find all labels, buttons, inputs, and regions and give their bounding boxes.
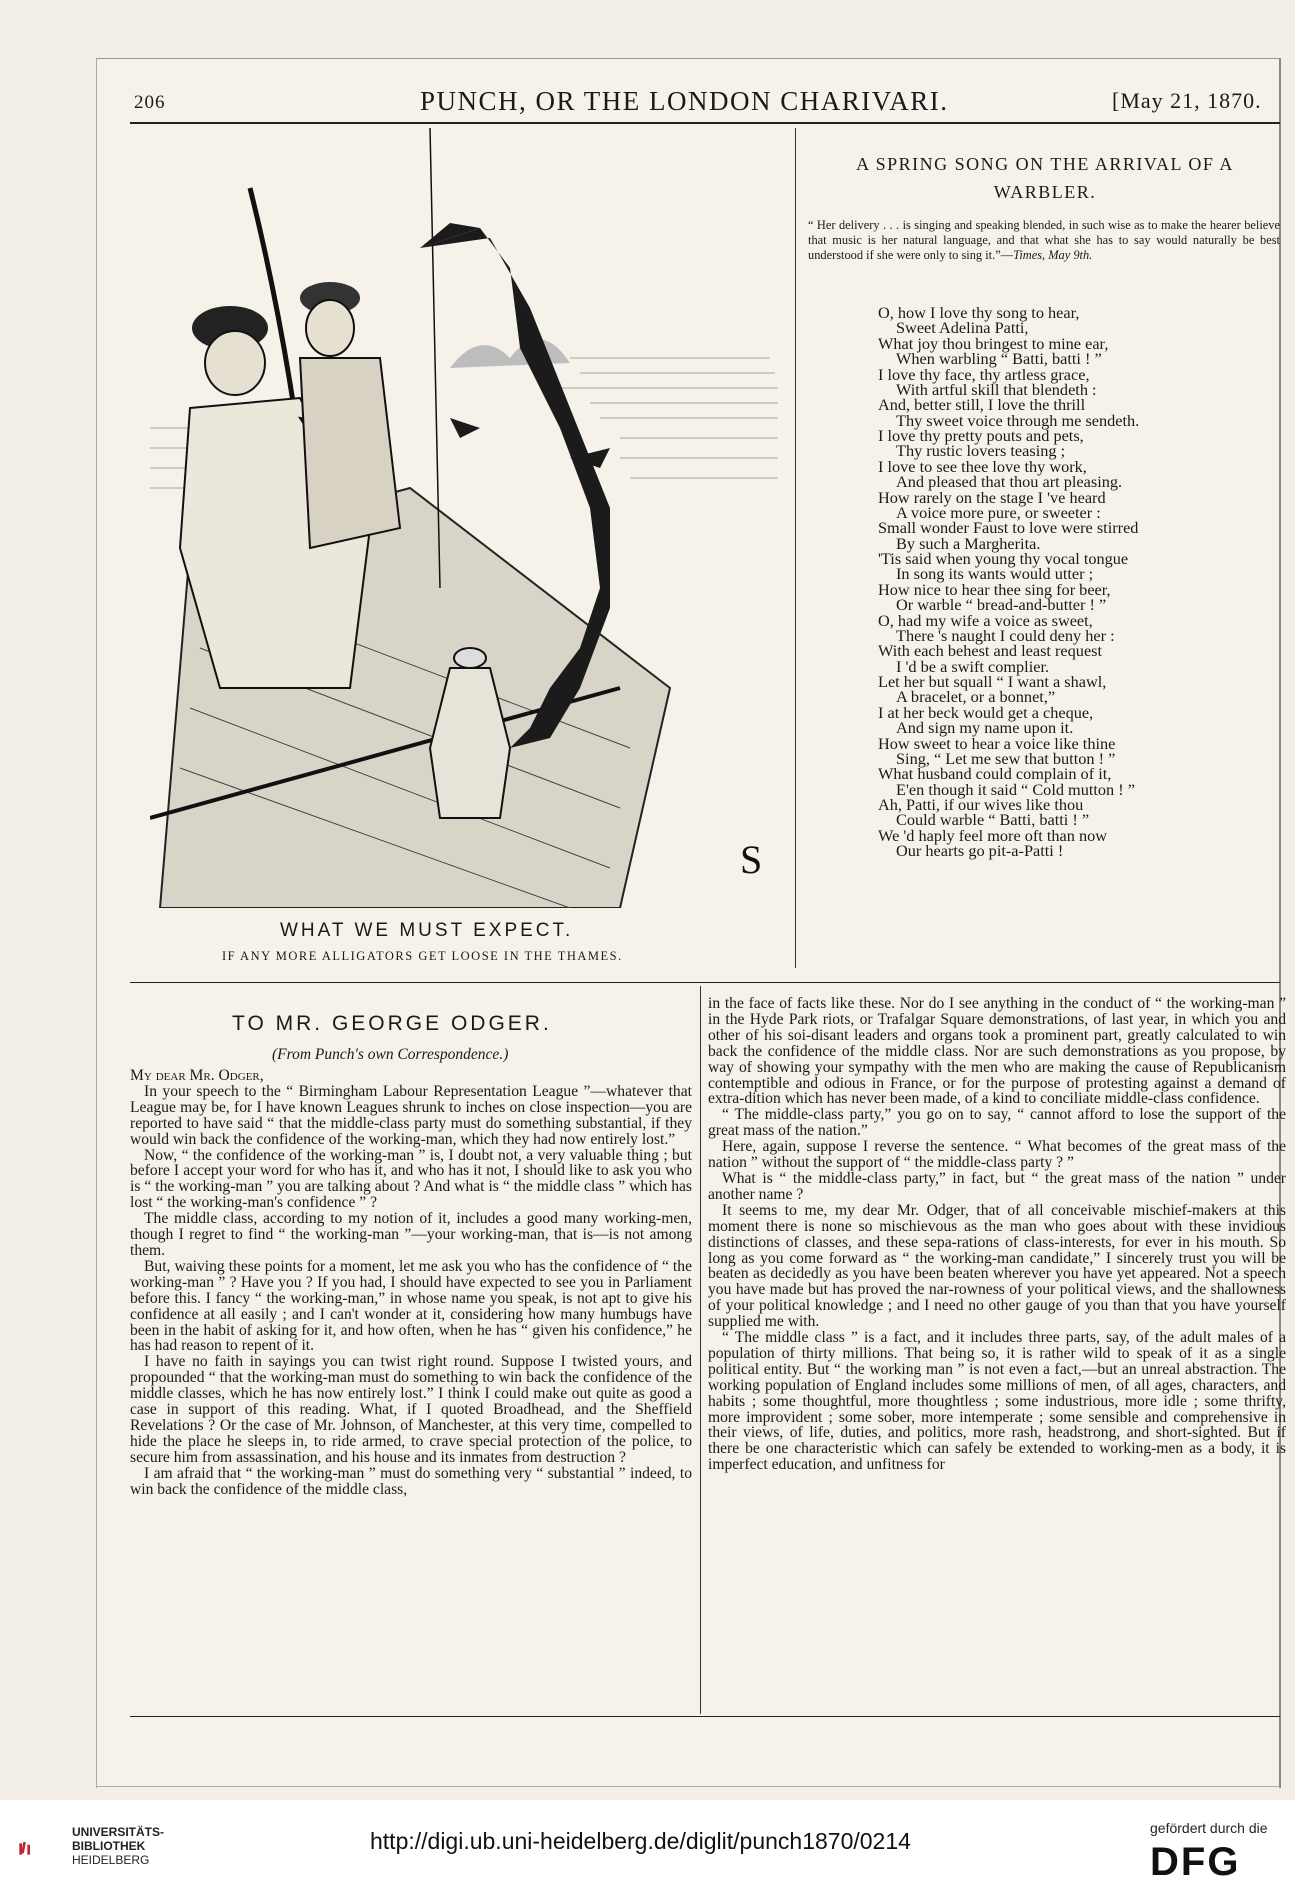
poem-line: With artful skill that blendeth : <box>896 379 1097 399</box>
poem-line: Let her but squall “ I want a shawl, <box>878 672 1107 691</box>
article-column-left <box>130 1068 692 1497</box>
article-paragraph: in the face of facts like these. Nor do I see anything in the conduct of “ the working-man ” in the Hyde Park riots, or Trafalgar Square demonstrations, of last year, in which you and other of his soi-disant leaders and organs took a prominent part, greatly calculated to win back the confidence of the middle class. Nor are such demonstrations as you propose, by way of showing your sympathy with the men who are making the cause of Republicanism contemptible and odious in France, or for the purpose of protesting against a demand of extra-dition which has never been made, of a kind to conciliate middle-class confidence. <box>708 995 1286 1108</box>
page-edge-left <box>96 58 97 1788</box>
poem-line: Our hearts go pit-a-Patti ! <box>896 841 1064 861</box>
page-number: 206 <box>134 92 166 113</box>
poem-line: A bracelet, or a bonnet,” <box>896 687 1056 707</box>
article-paragraph: “ The middle-class party,” you go on to say, “ cannot afford to lose the support of the great mass of the nation.” <box>708 1106 1286 1140</box>
poem-line: We 'd haply feel more oft than now <box>878 825 1108 845</box>
poem-line: Could warble “ Batti, batti ! ” <box>896 810 1090 830</box>
poem-line: O, had my wife a voice as sweet, <box>878 610 1093 630</box>
poem-line: A voice more pure, or sweeter : <box>896 502 1101 522</box>
upper-column-divider <box>795 128 796 968</box>
library-name-line-3: HEIDELBERG <box>72 1853 150 1867</box>
poem-line: When warbling “ Batti, batti ! ” <box>896 349 1102 369</box>
poem-line: By such a Margherita. <box>896 533 1041 553</box>
dfg-logo: DFG <box>1150 1840 1241 1884</box>
funding-note: gefördert durch die <box>1150 1820 1268 1836</box>
library-name-line-1: UNIVERSITÄTS- <box>72 1825 165 1839</box>
article-salutation: My dear Mr. Odger, <box>130 1067 264 1084</box>
cartoon-illustration <box>150 128 780 908</box>
poem-line: Sing, “ Let me sew that button ! ” <box>896 748 1116 768</box>
magazine-title: PUNCH, OR THE LONDON CHARIVARI. <box>420 86 949 116</box>
article-paragraph: Now, “ the confidence of the working-man ” is, I doubt not, a very valuable thing ; but before I accept your word for who has it, and who has it not, I should like to ask you who is “ the working-man ” you are talking about ? And what is “ the middle class ” which has lost “ the working-man's confidence ” ? <box>130 1146 692 1212</box>
article-paragraph: What is “ the middle-class party,” in fact, but “ the great mass of the nation ” under another name ? <box>708 1169 1286 1203</box>
poem-line: I love to see thee love thy work, <box>878 456 1087 476</box>
poem-line: And, better still, I love the thrill <box>878 395 1086 415</box>
poem-line: E'en though it said “ Cold mutton ! ” <box>896 779 1135 799</box>
poem-line: How sweet to hear a voice like thine <box>878 733 1116 753</box>
poem-line: I at her beck would get a cheque, <box>878 702 1094 722</box>
poem-line: Or warble “ bread-and-butter ! ” <box>896 595 1107 615</box>
lower-column-divider <box>700 986 701 1714</box>
artist-monogram: S <box>740 837 763 882</box>
page-edge-bottom <box>96 1786 1280 1787</box>
page-edge-right <box>1279 58 1281 1788</box>
poem-line: Thy sweet voice through me sendeth. <box>896 410 1140 430</box>
poem-line: There 's naught I could deny her : <box>896 625 1115 645</box>
poem-line: And sign my name upon it. <box>896 718 1074 738</box>
song-poem <box>878 305 1278 859</box>
article-column-right <box>708 996 1286 1473</box>
article-paragraph: The middle class, according to my notion of it, includes a good many working-men, though I regret to find “ the working-man ”—your working-man, that is—is not among them. <box>130 1210 692 1259</box>
epigraph-text: “ Her delivery . . . is singing and speaking blended, in such wise as to make the hearer believe that music is her natural language, and that what she has to say would naturally be best understood if she were only to sing it.”— <box>808 218 1280 262</box>
article-paragraph: “ The middle class ” is a fact, and it includes three parts, say, of the adult males of a population of thirty millions. That being so, it is rather wild to speak of it as a single political entity. But “ the working man ” is not even a fact,—but an unreal abstraction. The working population of England includes some millions of men, of all ages, characters, and habits ; some thoughtful, more thoughtless ; some industrious, more idle ; some thrifty, more improvident ; some sober, more intemperate ; some sensible and comprehensive in their views, of life, duties, and politics, more rash, headstrong, and short-sighted. But if there be one characteristic which can safely be extended to working-men as a body, it is imperfect education, and unfitness for <box>708 1329 1286 1474</box>
article-paragraph: It seems to me, my dear Mr. Odger, that of all conceivable mischief-makers at this moment there is none so mischievous as the man who goes about with these invidious distinctions of classes, and these sepa-rations of class-interests, for ever in his mouth. So long as you come forward as “ the working-man candidate,” I sincerely trust you will be beaten as decidedly as you have been beaten wherever you have yet appeared. Not a speech you have made but has proved the nar-rowness of your political views, and the shallowness of your political knowledge ; and I need no other gauge of you than that you have yourself supplied me with. <box>708 1201 1286 1331</box>
poem-line: With each behest and least request <box>878 641 1103 661</box>
poem-line: Sweet Adelina Patti, <box>896 318 1029 338</box>
poem-line: What husband could complain of it, <box>878 764 1112 784</box>
poem-line: How nice to hear thee sing for beer, <box>878 579 1111 599</box>
article-subtitle: (From Punch's own Correspondence.) <box>272 1046 509 1063</box>
epigraph-source: Times, May 9th. <box>1013 248 1093 262</box>
issue-date: [May 21, 1870. <box>1112 88 1262 113</box>
article-title: TO MR. GEORGE ODGER. <box>232 1012 552 1035</box>
poem-line: 'Tis said when young thy vocal tongue <box>878 549 1129 568</box>
poem-line: Small wonder Faust to love were stirred <box>878 518 1139 538</box>
cartoon-caption: WHAT WE MUST EXPECT. <box>280 920 574 941</box>
poem-line: In song its wants would utter ; <box>896 564 1094 584</box>
poem-line: What joy thou bringest to mine ear, <box>878 333 1109 353</box>
poem-line: O, how I love thy song to hear, <box>878 303 1080 322</box>
page-edge-top <box>96 58 1280 59</box>
header-rule <box>130 122 1280 124</box>
poem-line: Ah, Patti, if our wives like thou <box>878 795 1084 814</box>
poem-line: I love thy pretty pouts and pets, <box>878 426 1084 445</box>
article-paragraph: In your speech to the “ Birmingham Labour Representation League ”—whatever that League may be, for I have known Leagues shrunk to inches on close inspection—you are reported to have said “ that the middle-class party must do something substantial, if they would win back the confidence of the working-man, which they had now entirely lost.” <box>130 1082 692 1148</box>
poem-line: And pleased that thou art pleasing. <box>896 472 1123 492</box>
poem-line: How rarely on the stage I 've heard <box>878 487 1106 507</box>
library-name <box>72 1825 164 1867</box>
permalink-url[interactable]: http://digi.ub.uni-heidelberg.de/diglit/punch1870/0214 <box>370 1828 911 1854</box>
article-paragraph: I am afraid that “ the working-man ” must do something very “ substantial ” indeed, to win back the confidence of the middle class, <box>130 1464 692 1498</box>
song-title-line-1: A SPRING SONG ON THE ARRIVAL OF A <box>856 154 1234 174</box>
poem-line: I 'd be a swift complier. <box>896 656 1050 676</box>
library-name-line-2: BIBLIOTHEK <box>72 1839 146 1853</box>
section-rule <box>130 982 1280 983</box>
song-title-line-2: WARBLER. <box>993 182 1097 202</box>
song-epigraph <box>808 218 1280 263</box>
article-bottom-rule <box>130 1716 1280 1717</box>
cartoon-subcaption: IF ANY MORE ALLIGATORS GET LOOSE IN THE THAMES. <box>222 949 623 963</box>
library-logo-icon <box>18 1826 68 1872</box>
song-title <box>810 150 1280 206</box>
poem-line: I love thy face, thy artless grace, <box>878 364 1090 384</box>
article-paragraph: I have no faith in sayings you can twist right round. Suppose I twisted yours, and propounded “ that the working-man must do something to win back the confidence of the middle classes, which he has now entirely lost.” I think I could make out quite as good a case in support of this reading. What, if I quoted Broadhead, and the Sheffield Revelations ? Or the case of Mr. Johnson, of Manchester, at this very time, compelled to hide the place he sleeps in, to ride armed, to crave special protection of the police, to secure him from assassination, and his house and its inmates from destruction ? <box>130 1353 692 1466</box>
poem-line: Thy rustic lovers teasing ; <box>896 441 1066 461</box>
article-paragraph: But, waiving these points for a moment, let me ask you who has the confidence of “ the working-man ” ? Have you ? If you had, I should have expected to see you in Parliament before this. I fancy “ the working-man,” in whose name you speak, is not apt to give his confidence at all easily ; and I can't wonder at it, considering how many humbugs have been in the habit of asking for it, and how often, when he has “ given his confidence,” he has had reason to repent of it. <box>130 1257 692 1355</box>
article-paragraph: Here, again, suppose I reverse the sentence. “ What becomes of the great mass of the nation ” without the support of “ the middle-class party ? ” <box>708 1138 1286 1172</box>
